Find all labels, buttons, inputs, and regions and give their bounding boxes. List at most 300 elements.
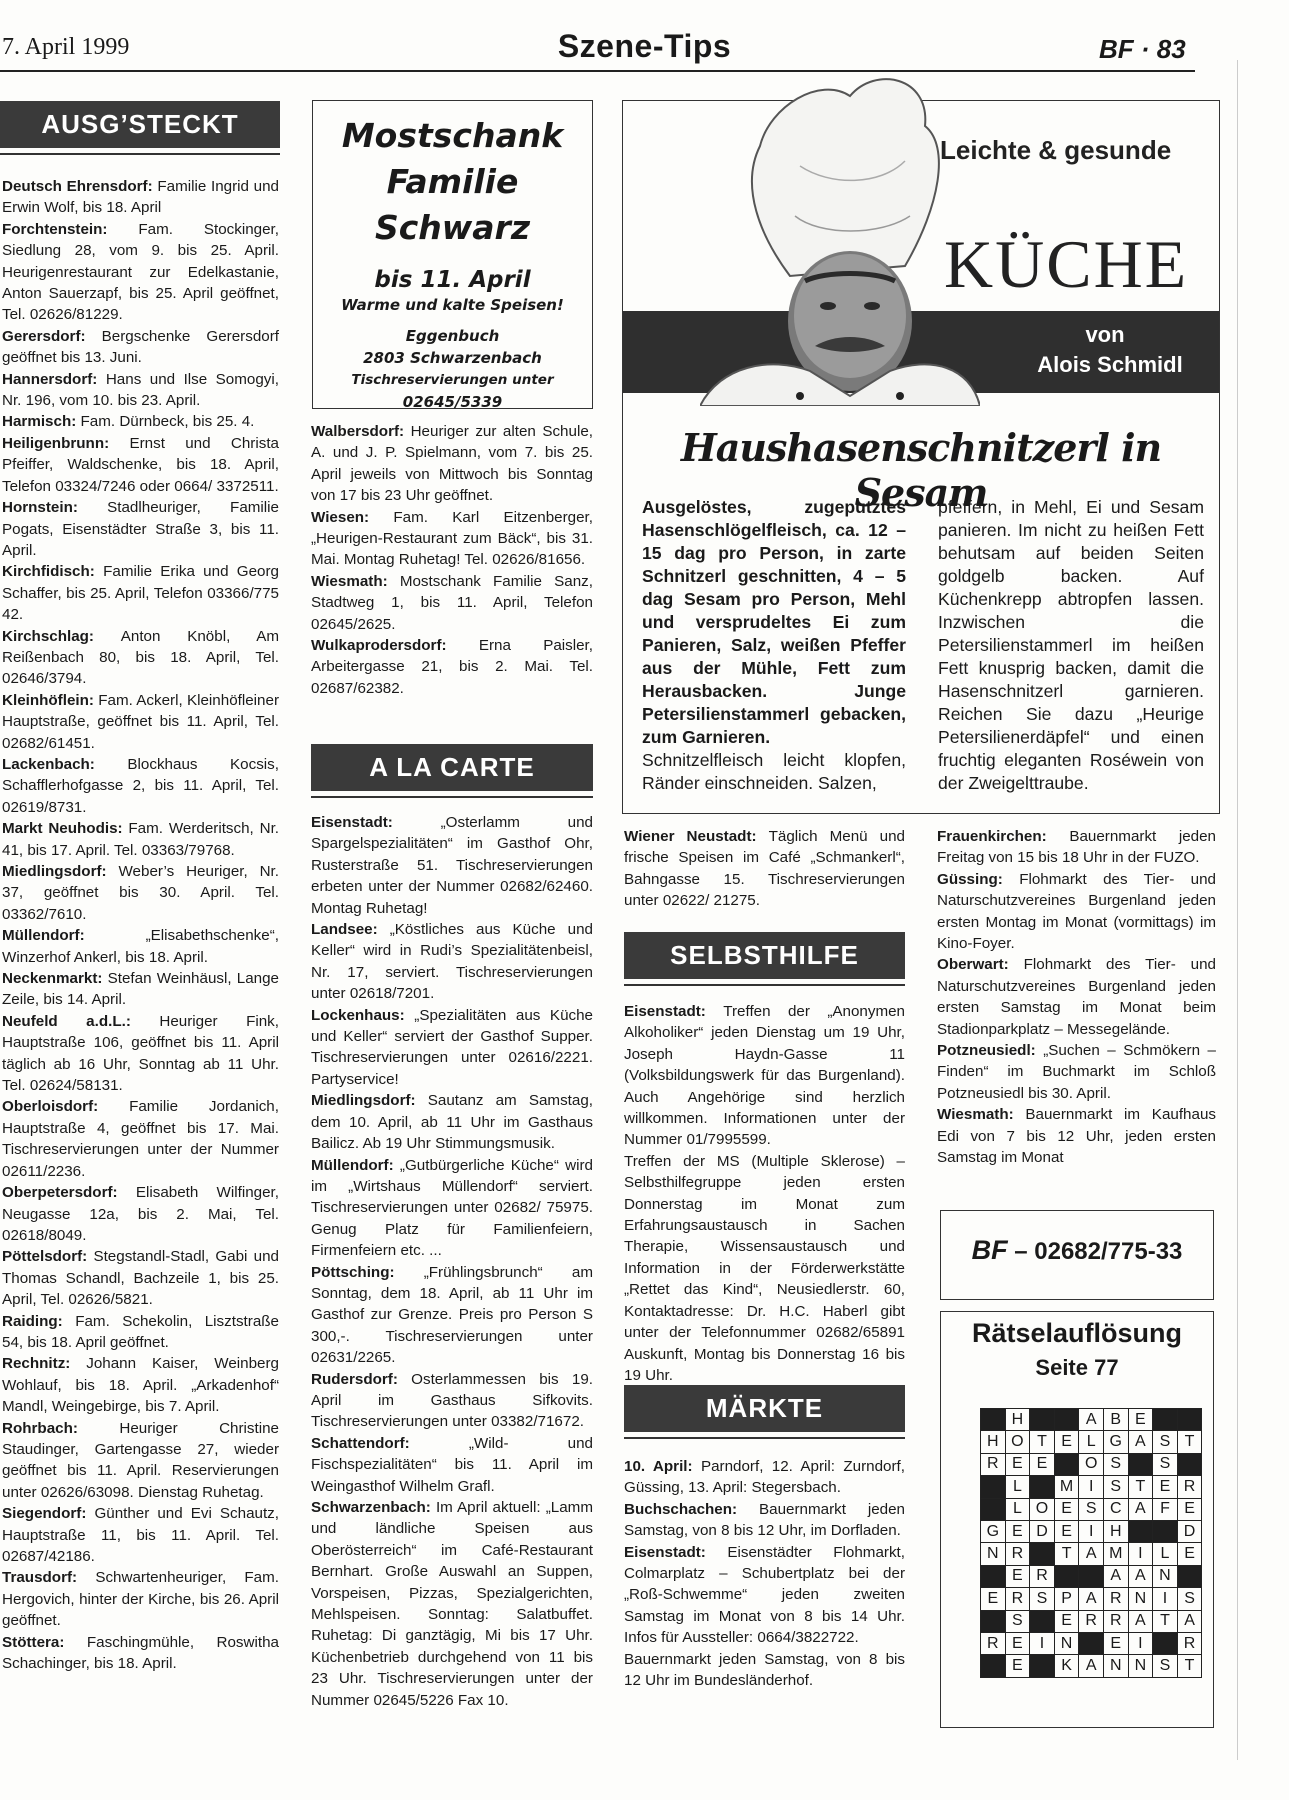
- grid-letter-cell: K: [1054, 1655, 1079, 1677]
- grid-letter-cell: S: [1103, 1453, 1128, 1475]
- listing-entry: [624, 1649, 905, 1692]
- grid-black-cell: [1079, 1565, 1104, 1587]
- grid-letter-cell: H: [1103, 1520, 1128, 1542]
- mostschank-place: Eggenbuch: [405, 327, 500, 345]
- listing-place: Lackenbach:: [2, 755, 128, 773]
- grid-row: [981, 1565, 1202, 1587]
- listing-entry: [311, 812, 593, 919]
- grid-letter-cell: E: [1005, 1453, 1030, 1475]
- grid-letter-cell: E: [1030, 1453, 1055, 1475]
- grid-black-cell: [981, 1565, 1006, 1587]
- grid-letter-cell: H: [981, 1431, 1006, 1453]
- listing-place: Walbersdorf:: [311, 423, 411, 440]
- grid-letter-cell: E: [1005, 1632, 1030, 1654]
- grid-letter-cell: O: [1005, 1431, 1030, 1453]
- grid-black-cell: [1030, 1543, 1055, 1565]
- listing-text: Heuriger Christine Staudinger, Gartengasse 27, wieder geöffnet bis 11. April. Reservierungen unter 02626/63098. Dienstag Ruhetag.: [2, 1419, 279, 1501]
- listing-entry: [2, 1311, 279, 1354]
- listing-place: Stöttera:: [2, 1633, 87, 1651]
- grid-row: [981, 1632, 1202, 1654]
- listing-place: Kirchschlag:: [2, 627, 121, 645]
- page-number: BF · 83: [1099, 34, 1186, 64]
- grid-letter-cell: L: [1005, 1476, 1030, 1498]
- mostschank-phone: 02645/5339: [402, 393, 503, 411]
- grid-letter-cell: E: [1054, 1610, 1079, 1632]
- listing-entry: [2, 561, 279, 625]
- listing-entry: [311, 571, 593, 635]
- listing-text: Familie Jordanich, Hauptstraße 4, geöffnet bis 17. Mai. Tischreservierungen unter der Nummer 02611/2236.: [2, 1098, 279, 1180]
- listing-text: Bauernmarkt im Kaufhaus Edi von 7 bis 12 Uhr, jeden ersten Samstag im Monat: [937, 1106, 1216, 1167]
- listing-place: Kleinhöflein:: [2, 691, 99, 709]
- listing-text: Fam. Schekolin, Lisztstraße 54, bis 18. April geöffnet.: [2, 1312, 279, 1351]
- listing-place: Eisenstadt:: [624, 1543, 728, 1561]
- listing-place: Hannersdorf:: [2, 370, 106, 388]
- grid-row: [981, 1610, 1202, 1632]
- grid-letter-cell: A: [1079, 1655, 1104, 1677]
- grid-black-cell: [981, 1476, 1006, 1498]
- grid-letter-cell: G: [981, 1520, 1006, 1542]
- grid-black-cell: [1030, 1610, 1055, 1632]
- listing-entry: [2, 1567, 279, 1631]
- grid-letter-cell: H: [1005, 1409, 1030, 1431]
- listing-place: Wulkaprodersdorf:: [311, 637, 479, 655]
- grid-letter-cell: E: [1128, 1409, 1153, 1431]
- grid-letter-cell: E: [1054, 1498, 1079, 1520]
- listing-place: Müllendorf:: [2, 927, 146, 945]
- page-edge-line: [1237, 60, 1238, 1760]
- grid-letter-cell: L: [1079, 1431, 1104, 1453]
- listing-text: Fam. Stockinger, Siedlung 28, vom 9. bis 25. April. Heurigenrestaurant zur Edelkastanie, Anton Sauerzapf, bis 25. April geöffnet, Tel. 02626/81229.: [2, 220, 279, 324]
- kueche-subtitle: Leichte & gesunde: [940, 135, 1172, 165]
- listing-text: Schwartenheuriger, Fam. Hergovich, hinter der Kirche, bis 26. April geöffnet.: [2, 1569, 279, 1630]
- listing-text: Weber’s Heuriger, Nr. 37, geöffnet bis 30. April. Tel. 03362/7610.: [2, 863, 279, 923]
- grid-row: [981, 1543, 1202, 1565]
- listing-entry: [2, 1011, 279, 1097]
- listing-place: Heiligenbrunn:: [2, 434, 130, 452]
- grid-row: [981, 1520, 1202, 1542]
- grid-black-cell: [1054, 1453, 1079, 1475]
- listing-entry: [2, 626, 279, 690]
- grid-letter-cell: A: [1128, 1565, 1153, 1587]
- listing-text: Heuriger Fink, Hauptstraße 106, geöffnet bis 11. April täglich ab 16 Uhr, Sonntag ab 11 Uhr. Tel. 02624/58131.: [2, 1012, 279, 1095]
- grid-letter-cell: C: [1103, 1498, 1128, 1520]
- listing-entry: [311, 421, 593, 507]
- grid-letter-cell: A: [1177, 1610, 1202, 1632]
- mostschank-food: Warme und kalte Speisen!: [341, 296, 564, 314]
- listing-entry: [2, 369, 279, 412]
- grid-black-cell: [981, 1498, 1006, 1520]
- grid-letter-cell: I: [1128, 1632, 1153, 1654]
- listing-place: Pöttelsdorf:: [2, 1248, 94, 1266]
- listing-place: Neckenmarkt:: [2, 970, 108, 988]
- grid-letter-cell: T: [1054, 1543, 1079, 1565]
- recipe-method-start: Schnitzelfleisch leicht klopfen, Ränder einschneiden. Salzen,: [642, 750, 906, 793]
- grid-letter-cell: R: [1005, 1588, 1030, 1610]
- listing-text: Bergschenke Gerersdorf geöffnet bis 13. Juni.: [2, 327, 279, 367]
- grid-black-cell: [1030, 1655, 1055, 1677]
- grid-letter-cell: E: [1005, 1565, 1030, 1587]
- maerkte-rule: [624, 1437, 905, 1439]
- listing-place: Oberwart:: [937, 956, 1024, 974]
- listing-entry: [937, 954, 1216, 1040]
- phone-digits: – 02682/775-33: [1014, 1238, 1183, 1265]
- listing-entry: [311, 1433, 593, 1497]
- listing-text: Stegstandl-Stadl, Gabi und Thomas Schandl, Bachzeile 1, bis 25. April, Tel. 02626/5821.: [2, 1248, 279, 1309]
- phone-number: [940, 1235, 1214, 1266]
- listing-text: Anton Knöbl, Am Reißenbach 80, bis 18. April, Tel. 02646/3794.: [2, 627, 279, 688]
- listing-entry: [2, 219, 279, 326]
- kueche-author: Alois Schmidl: [1037, 352, 1183, 377]
- grid-letter-cell: N: [1103, 1655, 1128, 1677]
- phone-brand: BF: [971, 1235, 1008, 1265]
- listing-entry: [937, 1040, 1216, 1104]
- listing-entry: [2, 433, 279, 497]
- section-title: Szene-Tips: [557, 28, 732, 64]
- ausgsteckt-banner: AUSG’STECKT: [0, 101, 280, 148]
- listing-place: Wiesmath:: [311, 572, 400, 590]
- listing-entry: [624, 1456, 905, 1499]
- recipe-left-column: [642, 496, 906, 795]
- listing-place: Markt Neuhodis:: [2, 820, 129, 838]
- listing-place: Hornstein:: [2, 499, 108, 517]
- listing-text: „Gutbürgerliche Küche“ wird im „Wirtshaus Müllendorf“ serviert. Tischreservierungen unter 02682/ 75975. Genug Platz für Familienfeiern, Firmenfeiern etc. ...: [311, 1156, 593, 1260]
- listing-entry: [311, 635, 593, 699]
- grid-letter-cell: S: [1103, 1476, 1128, 1498]
- listing-text: Fam. Werderitsch, Nr. 41, bis 17. April. Tel. 03363/79768.: [2, 820, 280, 859]
- listing-place: Landsee:: [311, 921, 390, 939]
- listing-place: Wiesmath:: [937, 1106, 1026, 1124]
- listing-entry: [311, 1369, 593, 1433]
- listing-entry: [2, 690, 279, 754]
- listing-place: Deutsch Ehrensdorf:: [2, 178, 158, 195]
- listing-entry: [311, 1155, 593, 1262]
- grid-letter-cell: S: [1079, 1498, 1104, 1520]
- listing-entry: [2, 176, 279, 219]
- listing-text: „Spezialitäten aus Küche und Keller“ serviert der Gasthof Supper. Tischreservierungen unter 02616/2221. Partyservice!: [311, 1006, 593, 1088]
- listing-entry: [2, 1182, 279, 1246]
- grid-black-cell: [1153, 1409, 1178, 1431]
- mostschank-reservation: Tischreservierungen unter: [351, 372, 554, 388]
- listing-text: Treffen der „Anonymen Alkoholiker“ jeden Dienstag um 19 Uhr, Joseph Haydn-Gasse 11 (Volksbildungswerk für das Burgenland). Auch Angehörige sind herzlich willkommen. Informationen unter der Nummer 01/7995599.: [624, 1003, 905, 1149]
- heurigen-list-continued: [311, 421, 593, 699]
- puzzle-title: Rätselauflösung: [971, 1318, 1183, 1348]
- listing-entry: [624, 826, 905, 912]
- grid-letter-cell: O: [1030, 1498, 1055, 1520]
- listing-entry: [2, 326, 279, 369]
- grid-letter-cell: S: [1005, 1610, 1030, 1632]
- mostschank-ad: [312, 100, 593, 409]
- listing-text: Bauernmarkt jeden Samstag, von 8 bis 12 Uhr, im Dorfladen.: [624, 1500, 906, 1540]
- grid-letter-cell: N: [1128, 1588, 1153, 1610]
- listing-place: Harmisch:: [2, 413, 81, 431]
- listing-entry: [311, 1090, 593, 1154]
- grid-letter-cell: R: [1005, 1543, 1030, 1565]
- listing-entry: [2, 1096, 279, 1182]
- grid-black-cell: [981, 1610, 1006, 1632]
- listing-place: Eisenstadt:: [311, 814, 441, 831]
- grid-black-cell: [1177, 1565, 1202, 1587]
- listing-entry: [2, 497, 279, 561]
- grid-letter-cell: A: [1079, 1543, 1104, 1565]
- grid-letter-cell: D: [1030, 1520, 1055, 1542]
- grid-letter-cell: L: [1005, 1498, 1030, 1520]
- grid-black-cell: [1177, 1453, 1202, 1475]
- listing-text: „Köstliches aus Küche und Keller“ wird in Rudi’s Spezialitätenbeisl, Nr. 17, serviert. Tischreservierungen unter 02618/7201.: [311, 921, 593, 1003]
- listing-text: Im April aktuell: „Lamm und ländliche Speisen aus Oberösterreich“ im Café-Restaurant Bernhart. Große Auswahl an Suppen, Vorspeisen, Pizzas, Spezialgerichten, Mehlspeisen. Sonntag: Salatbuffet. Ruhetag: Di ganztägig, Mi bis 17 Uhr. Küchenbetrieb durchgehend von 11 bis 23 Uhr. Tischreservierungen unter der Nummer 02645/5226 Fax 10.: [311, 1499, 593, 1709]
- grid-black-cell: [1030, 1476, 1055, 1498]
- listing-text: Fam. Ackerl, Kleinhöfleiner Hauptstraße, geöffnet bis 11. April, Tel. 02682/61451.: [2, 691, 280, 752]
- grid-letter-cell: A: [1128, 1610, 1153, 1632]
- listing-place: Müllendorf:: [311, 1156, 400, 1174]
- mostschank-dates: bis 11. April: [374, 267, 531, 293]
- header-rule: [0, 70, 1195, 72]
- listing-text: Faschingmühle, Roswitha Schachinger, bis 18. April.: [2, 1633, 279, 1673]
- mostschank-address: 2803 Schwarzenbach: [363, 349, 542, 367]
- ausgsteckt-list: [2, 176, 279, 1674]
- grid-letter-cell: N: [1153, 1565, 1178, 1587]
- listing-text: „Wild- und Fischspezialitäten“ bis 11. April im Weingasthof Wilhelm Grafl.: [311, 1434, 593, 1495]
- grid-letter-cell: T: [1128, 1476, 1153, 1498]
- listing-entry: [2, 1246, 279, 1310]
- listing-entry: [937, 1104, 1216, 1168]
- listing-place: Siegendorf:: [2, 1505, 95, 1523]
- grid-letter-cell: L: [1153, 1543, 1178, 1565]
- grid-letter-cell: G: [1103, 1431, 1128, 1453]
- listing-place: Pöttsching:: [311, 1263, 424, 1281]
- grid-letter-cell: A: [1079, 1409, 1104, 1431]
- listing-entry: [2, 1632, 279, 1675]
- grid-letter-cell: A: [1103, 1565, 1128, 1587]
- listing-place: Rudersdorf:: [311, 1370, 412, 1388]
- listing-text: Erna Paisler, Arbeitergasse 21, bis 2. Mai. Tel. 02687/62382.: [311, 637, 593, 697]
- grid-letter-cell: E: [1005, 1655, 1030, 1677]
- grid-letter-cell: N: [981, 1543, 1006, 1565]
- listing-entry: [2, 1418, 279, 1504]
- grid-letter-cell: S: [1153, 1655, 1178, 1677]
- grid-letter-cell: T: [1030, 1431, 1055, 1453]
- kueche-title: KÜCHE: [944, 226, 1189, 302]
- listing-place: Rechnitz:: [2, 1355, 87, 1373]
- gastro-list-continued: [624, 826, 905, 912]
- grid-letter-cell: I: [1128, 1543, 1153, 1565]
- listing-place: Rohrbach:: [2, 1419, 120, 1437]
- maerkte-list: [624, 1456, 905, 1691]
- grid-letter-cell: N: [1054, 1632, 1079, 1654]
- listing-place: Oberloisdorf:: [2, 1098, 130, 1116]
- listing-place: Potzneusiedl:: [937, 1042, 1044, 1060]
- grid-letter-cell: E: [1103, 1632, 1128, 1654]
- listing-text: Fam. Dürnbeck, bis 25. 4.: [80, 413, 255, 431]
- grid-letter-cell: I: [1030, 1632, 1055, 1654]
- grid-letter-cell: R: [981, 1632, 1006, 1654]
- grid-letter-cell: A: [1128, 1498, 1153, 1520]
- listing-text: Stefan Weinhäusl, Lange Zeile, bis 14. April.: [2, 970, 279, 1009]
- listing-entry: [2, 1503, 279, 1567]
- listing-place: Miedlingsdorf:: [311, 1092, 428, 1110]
- grid-letter-cell: S: [1153, 1453, 1178, 1475]
- listing-text: Bauernmarkt jeden Freitag von 15 bis 18 Uhr in der FUZO.: [937, 828, 1217, 867]
- grid-letter-cell: I: [1079, 1476, 1104, 1498]
- listing-entry: [2, 925, 279, 968]
- alacarte-list: [311, 812, 593, 1711]
- grid-letter-cell: R: [1030, 1565, 1055, 1587]
- grid-letter-cell: E: [1153, 1476, 1178, 1498]
- listing-text: „Suchen – Schmökern – Finden“ im Buchmarkt im Schloß Potzneusiedl bis 30. April.: [937, 1042, 1216, 1102]
- listing-place: Wiesen:: [311, 508, 394, 526]
- grid-letter-cell: E: [1005, 1520, 1030, 1542]
- grid-black-cell: [1128, 1453, 1153, 1475]
- listing-entry: [2, 861, 279, 925]
- puzzle-subtitle: Seite 77: [1035, 1355, 1119, 1380]
- listing-text: Elisabeth Wilfinger, Neugasse 12a, bis 2. Mai, Tel. 02618/8049.: [2, 1184, 279, 1244]
- listing-entry: [2, 754, 279, 818]
- grid-letter-cell: A: [1079, 1588, 1104, 1610]
- listing-entry: [311, 1005, 593, 1091]
- grid-letter-cell: R: [1177, 1476, 1202, 1498]
- listing-place: Raiding:: [2, 1312, 76, 1330]
- grid-black-cell: [1054, 1409, 1079, 1431]
- listing-entry: [2, 411, 279, 432]
- grid-letter-cell: T: [1177, 1431, 1202, 1453]
- grid-letter-cell: R: [1103, 1610, 1128, 1632]
- grid-black-cell: [1128, 1520, 1153, 1542]
- grid-letter-cell: M: [1103, 1543, 1128, 1565]
- grid-letter-cell: R: [1177, 1632, 1202, 1654]
- listing-text: Blockhaus Kocsis, Schafflerhofgasse 2, bis 11. April, Tel. 02619/8731.: [2, 755, 279, 816]
- listing-text: „Osterlamm und Spargelspezialitäten“ im Gasthof Ohr, Rusterstraße 51. Tischreservierungen erbeten unter der Nummer 02682/62460. Montag Ruhetag!: [311, 814, 593, 917]
- listing-place: Schattendorf:: [311, 1434, 469, 1452]
- grid-black-cell: [1054, 1565, 1079, 1587]
- listing-text: Familie Ingrid und Erwin Wolf, bis 18. April: [2, 178, 279, 217]
- grid-letter-cell: R: [1079, 1610, 1104, 1632]
- listing-place: Kirchfidisch:: [2, 563, 104, 581]
- listing-place: Wiener Neustadt:: [624, 828, 769, 845]
- listing-text: Familie Erika und Georg Schaffer, bis 25. April, Telefon 03366/775 42.: [2, 563, 279, 624]
- issue-date: 7. April 1999: [2, 34, 130, 60]
- mostschank-line1: Mostschank: [341, 116, 564, 155]
- grid-black-cell: [1177, 1409, 1202, 1431]
- grid-black-cell: [1153, 1520, 1178, 1542]
- grid-letter-cell: S: [1030, 1588, 1055, 1610]
- grid-letter-cell: D: [1177, 1520, 1202, 1542]
- listing-entry: [2, 818, 279, 861]
- listing-text: Treffen der MS (Multiple Sklerose) – Selbsthilfegruppe jeden ersten Donnerstag im Monat zum Erfahrungsaustausch in Sachen Therapie, Wissensaustausch und Information in der Förderwerkstätte „Rettet das Kind“, Neusiedlerstr. 60, Kontaktadresse: Dr. H.C. Haberl gibt unter der Telefonnummer 02682/65891 Auskunft, Montag bis Donnerstag 16 bis 19 Uhr.: [624, 1152, 905, 1384]
- grid-letter-cell: R: [1103, 1588, 1128, 1610]
- grid-black-cell: [1030, 1409, 1055, 1431]
- listing-place: Oberpetersdorf:: [2, 1184, 136, 1202]
- grid-letter-cell: S: [1153, 1431, 1178, 1453]
- recipe-title: Haushasenschnitzerl in Sesam: [680, 425, 1162, 515]
- grid-letter-cell: P: [1054, 1588, 1079, 1610]
- grid-letter-cell: T: [1177, 1655, 1202, 1677]
- maerkte-banner: MÄRKTE: [624, 1385, 905, 1432]
- crossword-grid: [980, 1408, 1202, 1678]
- recipe-ingredients: Ausgelöstes, zugeputztes Hasenschlögelfleisch, ca. 12 – 15 dag pro Person, in zarte Schnitzerl geschnitten, 4 – 5 dag Sesam pro Person, Mehl und versprudeltes Ei zum Panieren, Salz, weißen Pfeffer aus der Mühle, Fett zum Herausbacken. Junge Petersilienstammerl gebacken, zum Garnieren.: [642, 497, 906, 747]
- listing-text: Stadlheuriger, Familie Pogats, Eisenstädter Straße 3, bis 11. April.: [2, 499, 279, 559]
- listing-entry: [624, 1001, 905, 1151]
- listing-text: Parndorf, 12. April: Zurndorf, Güssing, 13. April: Stegersbach.: [624, 1458, 906, 1497]
- listing-text: Mostschank Familie Sanz, Stadtweg 1, bis 11. April, Telefon 02645/2625.: [311, 572, 593, 633]
- grid-row: [981, 1431, 1202, 1453]
- selbsthilfe-rule: [624, 984, 905, 986]
- listing-place: Frauenkirchen:: [937, 828, 1070, 845]
- listing-entry: [2, 1353, 279, 1417]
- grid-letter-cell: I: [1079, 1520, 1104, 1542]
- grid-letter-cell: N: [1128, 1655, 1153, 1677]
- listing-text: Flohmarkt des Tier- und Naturschutzvereines Burgenland jeden ersten Montag im Monat (vormittags) im Kino-Foyer.: [937, 870, 1216, 953]
- listing-entry: [311, 1497, 593, 1711]
- listing-place: Trausdorf:: [2, 1569, 96, 1587]
- listing-entry: [311, 507, 593, 571]
- ausgsteckt-rule: [0, 153, 280, 155]
- grid-letter-cell: A: [1128, 1431, 1153, 1453]
- grid-black-cell: [1153, 1632, 1178, 1654]
- chef-portrait-image: [700, 66, 980, 406]
- listing-place: Schwarzenbach:: [311, 1499, 436, 1516]
- listing-place: Gerersdorf:: [2, 327, 102, 345]
- kueche-von: von: [1085, 322, 1125, 347]
- listing-place: Buchschachen:: [624, 1500, 759, 1518]
- listing-text: Sautanz am Samstag, dem 10. April, ab 11 Uhr im Gasthaus Bailicz. Ab 19 Uhr Stimmungsmusik.: [311, 1092, 593, 1153]
- listing-entry: [311, 1262, 593, 1369]
- grid-letter-cell: T: [1153, 1610, 1178, 1632]
- listing-text: Fam. Karl Eitzenberger, „Heurigen-Restaurant zum Bäck“, bis 31. Mai. Montag Ruhetag! Tel. 02626/81656.: [311, 508, 593, 569]
- listing-text: „Elisabethschenke“, Winzerhof Ankerl, bis 18. April.: [2, 927, 279, 966]
- alacarte-banner: A LA CARTE: [311, 744, 593, 791]
- listing-entry: [311, 919, 593, 1005]
- listing-place: Lockenhaus:: [311, 1006, 415, 1024]
- listing-text: Flohmarkt des Tier- und Naturschutzvereines Burgenland jeden ersten Samstag im Monat beim Stadionparkplatz – Messegelände.: [937, 956, 1217, 1038]
- listing-place: Miedlingsdorf:: [2, 863, 119, 880]
- selbsthilfe-list: [624, 1001, 905, 1386]
- grid-black-cell: [1079, 1632, 1104, 1654]
- grid-letter-cell: E: [1054, 1431, 1079, 1453]
- listing-text: Bauernmarkt jeden Samstag, von 8 bis 12 Uhr im Bundesländerhof.: [624, 1650, 905, 1690]
- selbsthilfe-banner: SELBSTHILFE: [624, 932, 905, 979]
- listing-text: „Frühlingsbrunch“ am Sonntag, dem 18. April, ab 11 Uhr im Gasthof zur Grenze. Preis pro Person S 300,-. Tischreservierungen unter 02631/2265.: [311, 1263, 593, 1367]
- listing-entry: [624, 1542, 905, 1649]
- listing-text: Täglich Menü und frische Speisen im Café „Schmankerl“, Bahngasse 15. Tischreservierungen unter 02622/ 21275.: [624, 828, 905, 910]
- grid-row: [981, 1409, 1202, 1431]
- grid-letter-cell: F: [1153, 1498, 1178, 1520]
- grid-letter-cell: E: [1177, 1543, 1202, 1565]
- listing-place: 10. April:: [624, 1458, 701, 1475]
- grid-letter-cell: R: [981, 1453, 1006, 1475]
- listing-place: Forchtenstein:: [2, 220, 139, 238]
- grid-letter-cell: E: [1054, 1520, 1079, 1542]
- listing-place: Güssing:: [937, 870, 1020, 888]
- listing-entry: [937, 826, 1216, 869]
- grid-letter-cell: E: [1177, 1498, 1202, 1520]
- listing-text: Eisenstädter Flohmarkt, Colmarplatz – Schubertplatz bei der „Roß-Schwemme“ jeden zweiten Samstag im Monat von 8 bis 14 Uhr. Infos für Aussteller: 0664/3822722.: [624, 1543, 905, 1647]
- grid-letter-cell: M: [1054, 1476, 1079, 1498]
- grid-row: [981, 1476, 1202, 1498]
- grid-black-cell: [981, 1409, 1006, 1431]
- grid-letter-cell: S: [1177, 1588, 1202, 1610]
- recipe-method-continued: pfeffern, in Mehl, Ei und Sesam panieren. Im nicht zu heißen Fett behutsam auf beiden Seiten goldgelb backen. Auf Küchenkrepp abtropfen lassen. Inzwischen die Petersilienstammerl im heißen Fett knusprig backen, damit die Hasenschnitzerl garnieren. Reichen Sie dazu „Heurige Petersilienerdäpfel“ und einen fruchtig eleganten Roséwein von der Zweigelttraube.: [938, 497, 1204, 793]
- maerkte-list-continued: [937, 826, 1216, 1169]
- mostschank-line2: Familie Schwarz: [374, 162, 531, 247]
- grid-letter-cell: I: [1153, 1588, 1178, 1610]
- alacarte-rule: [311, 796, 593, 798]
- grid-letter-cell: B: [1103, 1409, 1128, 1431]
- grid-letter-cell: O: [1079, 1453, 1104, 1475]
- listing-text: Johann Kaiser, Weinberg Wohlauf, bis 18. April. „Arkadenhof“ Mandl, Weingebirge, bis 7. April.: [2, 1355, 279, 1416]
- grid-row: [981, 1588, 1202, 1610]
- listing-text: Ernst und Christa Pfeiffer, Waldschenke, bis 18. April, Telefon 03324/7246 oder 0664/ 3372511.: [2, 434, 279, 495]
- grid-letter-cell: E: [981, 1588, 1006, 1610]
- listing-place: Eisenstadt:: [624, 1003, 724, 1020]
